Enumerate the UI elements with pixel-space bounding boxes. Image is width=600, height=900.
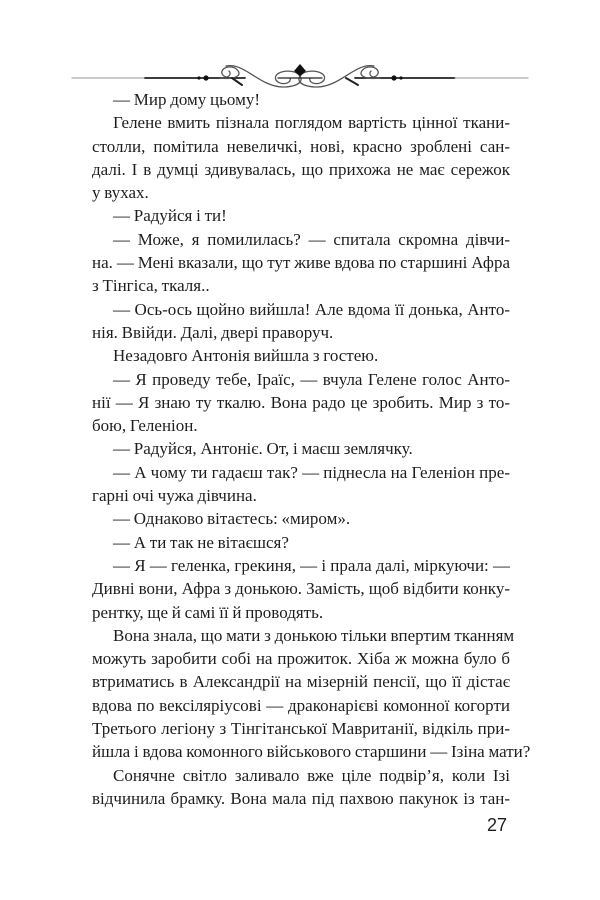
text-line: йшла і вдова комонного військового старшини — Ізіна мати? (92, 742, 531, 762)
text-line: — Радуйся, Антоніє. От, і маєш землячку. (113, 439, 413, 459)
text-line: — А ти так не вітаєшся? (113, 532, 289, 552)
text-line: Дивні вони, Афра з донькою. Замість, щоб відбити конку- (92, 579, 510, 599)
text-line: — Мир дому цьому! (113, 90, 260, 109)
body-text (92, 88, 531, 810)
text-line: у вухах. (92, 183, 149, 203)
text-line: вдова по вексіляріусові — драконарієві комонної когорти (92, 695, 510, 715)
text-line: Незадовго Антонія вийшла з гостею. (113, 346, 379, 366)
text-line: нії — Я знаю ту ткалю. Вона радо це зробить. Мир з то- (92, 392, 510, 412)
text-line: — Радуйся і ти! (113, 206, 227, 226)
text-line: Вона знала, що мати з донькою тільки впертим тканням (113, 625, 515, 645)
text-line: — Я — геленка, грекиня, — і прала далі, міркуючи: — (113, 555, 510, 575)
text-line: Сонячне світло заливало вже ціле подвір’я, коли Ізі (113, 765, 510, 785)
text-line: — А чому ти гадаєш так? — піднесла на Геленіон пре- (113, 462, 510, 482)
text-line: — Я проведу тебе, Іраїс, — вчула Гелене голос Анто- (113, 369, 510, 389)
text-line: гарні очі чужа дівчина. (92, 486, 257, 506)
text-line: Гелене вмить пізнала поглядом вартість цінної ткани- (113, 113, 510, 133)
text-line: рентку, ще й самі її й проводять. (92, 602, 324, 622)
text-line: далі. І в думці здивувалась, що прихожа не має сережок (92, 159, 510, 179)
text-line: бою, Геленіон. (92, 416, 198, 436)
text-line: на. — Мені вказали, що тут живе вдова по старшині Афра (92, 253, 510, 273)
text-line: Третього легіону з Тінгітанської Мавританії, відкіль при- (92, 719, 510, 739)
text-line: — Однаково вітаєтесь: «миром». (113, 509, 351, 529)
page-number: 27 (487, 815, 508, 835)
text-line: відчинила брамку. Вона мала під пахвою пакунок із тан- (92, 788, 510, 808)
text-line: втриматись в Александрії на мізерній пенсії, що її дістає (92, 672, 510, 692)
text-line: — Ось-ось щойно вийшла! Але вдома її донька, Анто- (113, 299, 510, 319)
text-line: нія. Ввійди. Далі, двері праворуч. (92, 322, 334, 342)
text-line: можуть заробити собі на прожиток. Хіба ж можна було б (92, 649, 510, 669)
text-line: — Може, я помилилась? — спитала скромна дівчи- (113, 229, 510, 249)
text-line: столли, помітила невеличкі, нові, красно зроблені сан- (92, 136, 510, 156)
text-line: з Тінгіса, ткаля.. (92, 276, 210, 296)
